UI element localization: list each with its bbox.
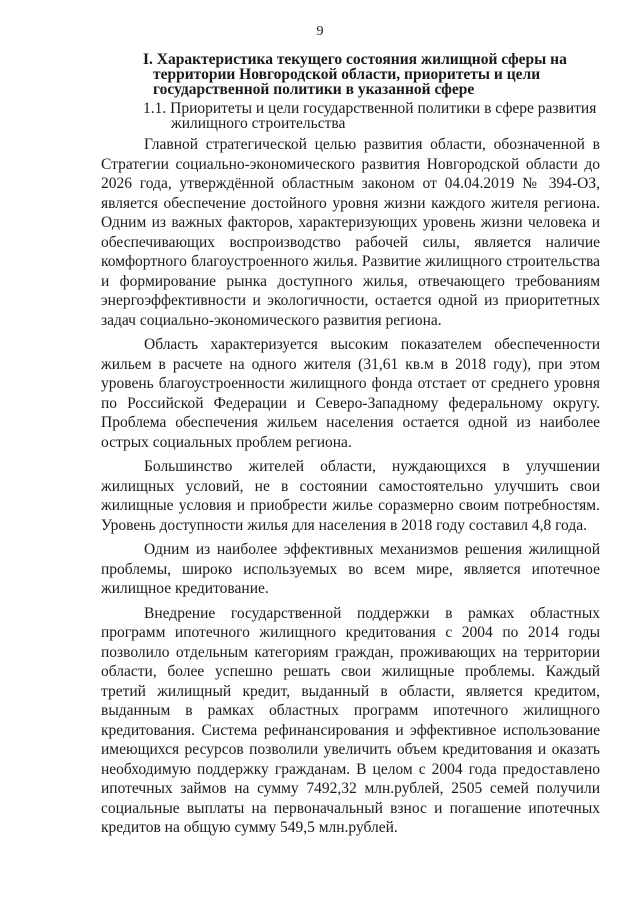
paragraph: Главной стратегической целью развития области, обозначенной в Стратегии социально-экономического развития Новгородской области до 2026 года, утверждённой областным законом от 04.04.2019 № 394-ОЗ, является обеспечение достойного уровня жизни каждого жителя региона. Одним из важных факторов, характеризующих уровень жизни человека и обеспечивающих воспроизводство рабочей силы, является наличие комфортного благоустроенного жилья. Развитие жилищного строительства и формирование рынка доступного жилья, отвечающего требованиям энергоэффективности и экологичности, остается одной из приоритетных задач социально-экономического развития региона. bbox=[101, 136, 600, 329]
paragraph: Внедрение государственной поддержки в рамках областных программ ипотечного жилищного кредитования с 2004 по 2014 годы позволило отдельным категориям граждан, проживающих на территории области, более успешно решать свои жилищные проблемы. Каждый третий жилищный кредит, выданный в области, является кредитом, выданным в рамках областных программ ипотечного жилищного кредитования. Система рефинансирования и эффективное использование имеющихся ресурсов позволили увеличить объем кредитования и оказать необходимую поддержку гражданам. В целом с 2004 года предоставлено ипотечных займов на сумму 7492,32 млн.рублей, 2505 семей получили социальные выплаты на первоначальный взнос и погашение ипотечных кредитов на общую сумму 549,5 млн.рублей. bbox=[101, 604, 600, 836]
section-title: I. Характеристика текущего состояния жилищной сферы на территории Новгородской области, приоритеты и цели государственной политики в указанной сфере bbox=[143, 51, 567, 98]
document-body bbox=[101, 52, 600, 843]
paragraph: Большинство жителей области, нуждающихся в улучшении жилищных условий, не в состоянии самостоятельно улучшить свои жилищные условия и приобрести жилье соразмерно своим потребностям. Уровень доступности жилья для населения в 2018 году составил 4,8 года. bbox=[101, 458, 600, 534]
subsection-title: 1.1. Приоритеты и цели государственной политики в сфере развития жилищного строительства bbox=[143, 100, 597, 132]
paragraph: Область характеризуется высоким показателем обеспеченности жильем в расчете на одного жителя (31,61 кв.м в 2018 году), при этом уровень благоустроенности жилищного фонда отстает от среднего уровня по Российской Федерации и Северо-Западному федеральному округу. Проблема обеспечения жильем населения остается одной из наиболее острых социальных проблем региона. bbox=[101, 336, 600, 451]
paragraph: Одним из наиболее эффективных механизмов решения жилищной проблемы, широко используемых во всем мире, является ипотечное жилищное кредитование. bbox=[101, 541, 600, 597]
page-number: 9 bbox=[316, 24, 324, 39]
